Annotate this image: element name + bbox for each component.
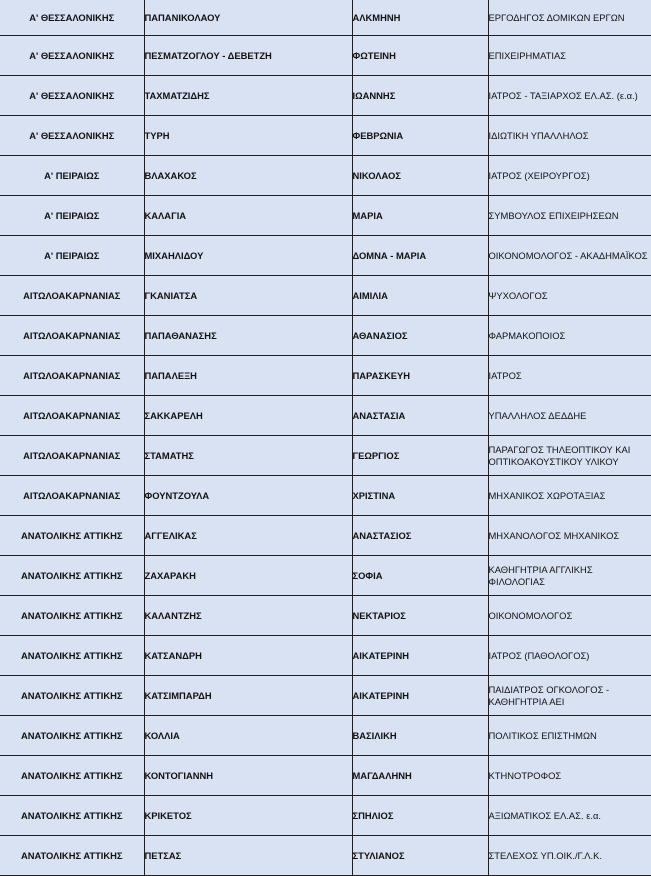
first-name-cell: ΣΤΥΛΙΑΝΟΣ <box>352 836 488 876</box>
surname-cell: ΣΑΚΚΑΡΕΛΗ <box>144 396 352 436</box>
occupation-cell: ΣΥΜΒΟΥΛΟΣ ΕΠΙΧΕΙΡΗΣΕΩΝ <box>488 196 651 236</box>
occupation-cell: ΜΗΧΑΝΟΛΟΓΟΣ ΜΗΧΑΝΙΚΟΣ <box>488 516 651 556</box>
first-name-cell: ΑΙΚΑΤΕΡΙΝΗ <box>352 636 488 676</box>
occupation-cell: ΚΤΗΝΟΤΡΟΦΟΣ <box>488 756 651 796</box>
occupation-cell: ΟΙΚΟΝΟΜΟΛΟΓΟΣ - ΑΚΑΔΗΜΑΪΚΟΣ <box>488 236 651 276</box>
surname-cell: ΜΙΧΑΗΛΙΔΟΥ <box>144 236 352 276</box>
occupation-cell: ΙΑΤΡΟΣ <box>488 356 651 396</box>
district-cell: ΑΙΤΩΛΟΑΚΑΡΝΑΝΙΑΣ <box>0 356 144 396</box>
district-cell: ΑΝΑΤΟΛΙΚΗΣ ΑΤΤΙΚΗΣ <box>0 836 144 876</box>
district-cell: ΑΙΤΩΛΟΑΚΑΡΝΑΝΙΑΣ <box>0 436 144 476</box>
district-cell: ΑΙΤΩΛΟΑΚΑΡΝΑΝΙΑΣ <box>0 276 144 316</box>
occupation-cell: ΚΑΘΗΓΗΤΡΙΑ ΑΓΓΛΙΚΗΣ ΦΙΛΟΛΟΓΙΑΣ <box>488 556 651 596</box>
first-name-cell: ΜΑΓΔΑΛΗΝΗ <box>352 756 488 796</box>
first-name-cell: ΑΝΑΣΤΑΣΙΑ <box>352 396 488 436</box>
first-name-cell: ΦΕΒΡΩΝΙΑ <box>352 116 488 156</box>
district-cell: Α' ΠΕΙΡΑΙΩΣ <box>0 156 144 196</box>
occupation-cell: ΑΞΙΩΜΑΤΙΚΟΣ ΕΛ.ΑΣ. ε.α. <box>488 796 651 836</box>
surname-cell: ΠΑΠΑΘΑΝΑΣΗΣ <box>144 316 352 356</box>
table-row <box>0 556 651 596</box>
occupation-cell: ΣΤΕΛΕΧΟΣ ΥΠ.ΟΙΚ./Γ.Λ.Κ. <box>488 836 651 876</box>
table-row <box>0 0 651 36</box>
table-row <box>0 156 651 196</box>
table-row <box>0 36 651 76</box>
table-row <box>0 596 651 636</box>
district-cell: ΑΝΑΤΟΛΙΚΗΣ ΑΤΤΙΚΗΣ <box>0 796 144 836</box>
surname-cell: ΚΟΝΤΟΓΙΑΝΝΗ <box>144 756 352 796</box>
occupation-cell: ΜΗΧΑΝΙΚΟΣ ΧΩΡΟΤΑΞΙΑΣ <box>488 476 651 516</box>
surname-cell: ΖΑΧΑΡΑΚΗ <box>144 556 352 596</box>
surname-cell: ΠΕΤΣΑΣ <box>144 836 352 876</box>
district-cell: ΑΝΑΤΟΛΙΚΗΣ ΑΤΤΙΚΗΣ <box>0 596 144 636</box>
table-row <box>0 236 651 276</box>
first-name-cell: ΠΑΡΑΣΚΕΥΗ <box>352 356 488 396</box>
first-name-cell: ΑΘΑΝΑΣΙΟΣ <box>352 316 488 356</box>
table-row <box>0 836 651 876</box>
table-row <box>0 276 651 316</box>
first-name-cell: ΣΟΦΙΑ <box>352 556 488 596</box>
table-row <box>0 476 651 516</box>
table-row <box>0 796 651 836</box>
table-row <box>0 676 651 716</box>
surname-cell: ΠΕΣΜΑΤΖΟΓΛΟΥ - ΔΕΒΕΤΖΗ <box>144 36 352 76</box>
district-cell: ΑΝΑΤΟΛΙΚΗΣ ΑΤΤΙΚΗΣ <box>0 756 144 796</box>
district-cell: Α' ΘΕΣΣΑΛΟΝΙΚΗΣ <box>0 0 144 36</box>
district-cell: ΑΝΑΤΟΛΙΚΗΣ ΑΤΤΙΚΗΣ <box>0 556 144 596</box>
district-cell: Α' ΠΕΙΡΑΙΩΣ <box>0 196 144 236</box>
occupation-cell: ΠΑΡΑΓΩΓΟΣ ΤΗΛΕΟΠΤΙΚΟΥ ΚΑΙ ΟΠΤΙΚΟΑΚΟΥΣΤΙΚΟΥ ΥΛΙΚΟΥ <box>488 436 651 476</box>
table-row <box>0 76 651 116</box>
surname-cell: ΤΑΧΜΑΤΖΙΔΗΣ <box>144 76 352 116</box>
occupation-cell: ΟΙΚΟΝΟΜΟΛΟΓΟΣ <box>488 596 651 636</box>
table-row <box>0 636 651 676</box>
district-cell: ΑΙΤΩΛΟΑΚΑΡΝΑΝΙΑΣ <box>0 316 144 356</box>
first-name-cell: ΧΡΙΣΤΙΝΑ <box>352 476 488 516</box>
first-name-cell: ΔΟΜΝΑ - ΜΑΡΙΑ <box>352 236 488 276</box>
occupation-cell: ΠΑΙΔΙΑΤΡΟΣ ΟΓΚΟΛΟΓΟΣ - ΚΑΘΗΓΗΤΡΙΑ ΑΕΙ <box>488 676 651 716</box>
surname-cell: ΚΑΤΣΑΝΔΡΗ <box>144 636 352 676</box>
first-name-cell: ΝΙΚΟΛΑΟΣ <box>352 156 488 196</box>
occupation-cell: ΨΥΧΟΛΟΓΟΣ <box>488 276 651 316</box>
surname-cell: ΠΑΠΑΛΕΞΗ <box>144 356 352 396</box>
surname-cell: ΣΤΑΜΑΤΗΣ <box>144 436 352 476</box>
occupation-cell: ΥΠΑΛΛΗΛΟΣ ΔΕΔΔΗΕ <box>488 396 651 436</box>
district-cell: ΑΝΑΤΟΛΙΚΗΣ ΑΤΤΙΚΗΣ <box>0 516 144 556</box>
table-row <box>0 396 651 436</box>
table-row <box>0 516 651 556</box>
first-name-cell: ΑΙΚΑΤΕΡΙΝΗ <box>352 676 488 716</box>
first-name-cell: ΝΕΚΤΑΡΙΟΣ <box>352 596 488 636</box>
table-row <box>0 756 651 796</box>
first-name-cell: ΑΝΑΣΤΑΣΙΟΣ <box>352 516 488 556</box>
first-name-cell: ΒΑΣΙΛΙΚΗ <box>352 716 488 756</box>
table-row <box>0 356 651 396</box>
district-cell: ΑΙΤΩΛΟΑΚΑΡΝΑΝΙΑΣ <box>0 476 144 516</box>
occupation-cell: ΙΔΙΩΤΙΚΗ ΥΠΑΛΛΗΛΟΣ <box>488 116 651 156</box>
surname-cell: ΚΑΤΣΙΜΠΑΡΔΗ <box>144 676 352 716</box>
surname-cell: ΚΑΛΑΝΤΖΗΣ <box>144 596 352 636</box>
surname-cell: ΚΟΛΛΙΑ <box>144 716 352 756</box>
district-cell: ΑΝΑΤΟΛΙΚΗΣ ΑΤΤΙΚΗΣ <box>0 636 144 676</box>
district-cell: ΑΝΑΤΟΛΙΚΗΣ ΑΤΤΙΚΗΣ <box>0 716 144 756</box>
surname-cell: ΚΡΙΚΕΤΟΣ <box>144 796 352 836</box>
surname-cell: ΒΛΑΧΑΚΟΣ <box>144 156 352 196</box>
table-row <box>0 316 651 356</box>
surname-cell: ΠΑΠΑΝΙΚΟΛΑΟΥ <box>144 0 352 36</box>
first-name-cell: ΙΩΑΝΝΗΣ <box>352 76 488 116</box>
occupation-cell: ΕΡΓΟΔΗΓΟΣ ΔΟΜΙΚΩΝ ΕΡΓΩΝ <box>488 0 651 36</box>
district-cell: ΑΝΑΤΟΛΙΚΗΣ ΑΤΤΙΚΗΣ <box>0 676 144 716</box>
occupation-cell: ΦΑΡΜΑΚΟΠΟΙΟΣ <box>488 316 651 356</box>
district-cell: ΑΙΤΩΛΟΑΚΑΡΝΑΝΙΑΣ <box>0 396 144 436</box>
occupation-cell: ΙΑΤΡΟΣ (ΠΑΘΟΛΟΓΟΣ) <box>488 636 651 676</box>
first-name-cell: ΦΩΤΕΙΝΗ <box>352 36 488 76</box>
district-cell: Α' ΘΕΣΣΑΛΟΝΙΚΗΣ <box>0 116 144 156</box>
first-name-cell: ΑΛΚΜΗΝΗ <box>352 0 488 36</box>
first-name-cell: ΑΙΜΙΛΙΑ <box>352 276 488 316</box>
district-cell: Α' ΠΕΙΡΑΙΩΣ <box>0 236 144 276</box>
occupation-cell: ΙΑΤΡΟΣ (ΧΕΙΡΟΥΡΓΟΣ) <box>488 156 651 196</box>
occupation-cell: ΠΟΛΙΤΙΚΟΣ ΕΠΙΣΤΗΜΩΝ <box>488 716 651 756</box>
surname-cell: ΓΚΑΝΙΑΤΣΑ <box>144 276 352 316</box>
table-row <box>0 116 651 156</box>
surname-cell: ΑΓΓΕΛΙΚΑΣ <box>144 516 352 556</box>
surname-cell: ΤΥΡΗ <box>144 116 352 156</box>
occupation-cell: ΙΑΤΡΟΣ - ΤΑΞΙΑΡΧΟΣ ΕΛ.ΑΣ. (ε.α.) <box>488 76 651 116</box>
surname-cell: ΦΟΥΝΤΖΟΥΛΑ <box>144 476 352 516</box>
table-row <box>0 196 651 236</box>
district-cell: Α' ΘΕΣΣΑΛΟΝΙΚΗΣ <box>0 36 144 76</box>
first-name-cell: ΓΕΩΡΓΙΟΣ <box>352 436 488 476</box>
district-cell: Α' ΘΕΣΣΑΛΟΝΙΚΗΣ <box>0 76 144 116</box>
table-row <box>0 716 651 756</box>
table-row <box>0 436 651 476</box>
first-name-cell: ΜΑΡΙΑ <box>352 196 488 236</box>
surname-cell: ΚΑΛΑΓΙΑ <box>144 196 352 236</box>
occupation-cell: ΕΠΙΧΕΙΡΗΜΑΤΙΑΣ <box>488 36 651 76</box>
first-name-cell: ΣΠΗΛΙΟΣ <box>352 796 488 836</box>
